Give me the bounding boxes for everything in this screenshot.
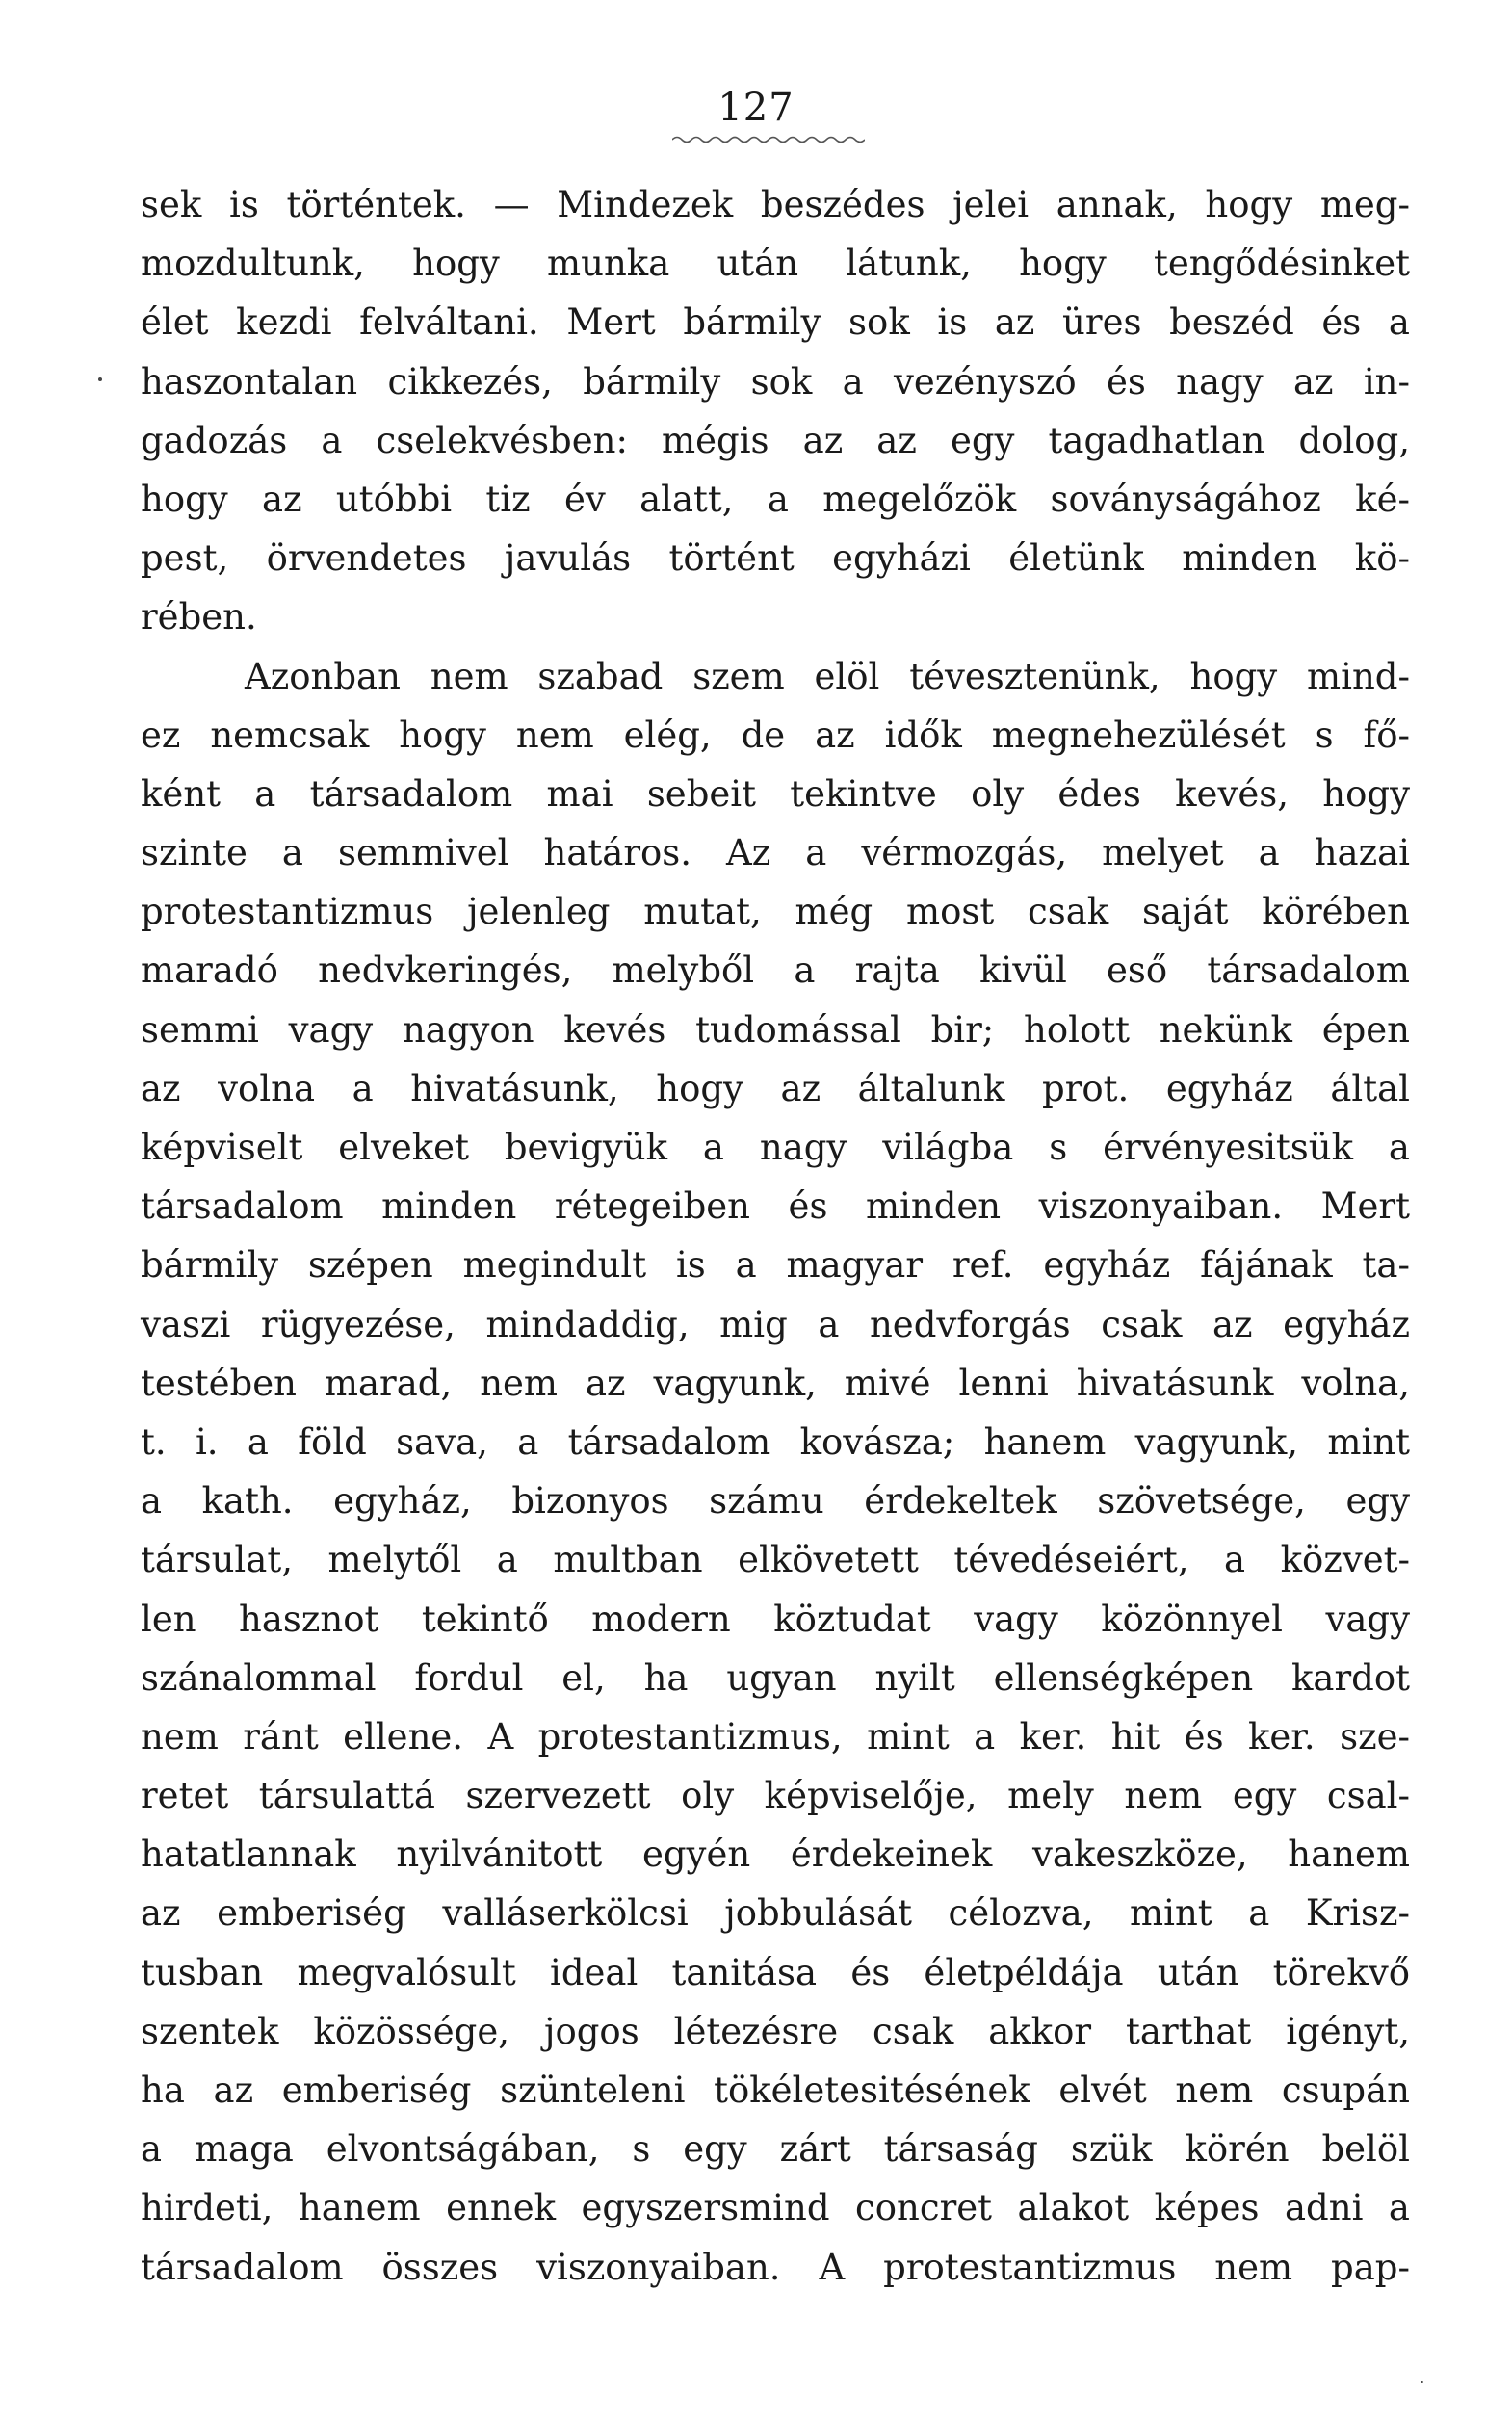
page-number: 127	[717, 86, 795, 130]
text-line: gadozás a cselekvésben: mégis az az egy tagadhatlan dolog,	[141, 419, 1410, 461]
text-line: maradó nedvkeringés, melyből a rajta kivül eső társadalom	[141, 950, 1410, 992]
text-line: tusban megvalósult ideal tanitása és életpéldája után törekvő	[141, 1951, 1410, 1993]
text-line: nem ránt ellene. A protestantizmus, mint a ker. hit és ker. sze-	[141, 1715, 1410, 1757]
text-line: szinte a semmivel határos. Az a vérmozgás, melyet a hazai	[141, 832, 1410, 874]
text-line: sek is történtek. — Mindezek beszédes jelei annak, hogy meg-	[141, 184, 1410, 225]
text-line: hirdeti, hanem ennek egyszersmind concret alakot képes adni a	[141, 2187, 1410, 2229]
text-line: a kath. egyház, bizonyos számu érdekeltek szövetsége, egy	[141, 1480, 1410, 1523]
text-line: len hasznot tekintő modern köztudat vagy közönnyel vagy	[141, 1598, 1410, 1640]
text-line: szentek közössége, jogos létezésre csak akkor tarthat igényt,	[141, 2010, 1410, 2052]
page-number-wavy-rule	[672, 135, 865, 144]
scan-speck	[98, 377, 102, 381]
text-line: társadalom minden rétegeiben és minden viszonyaiban. Mert	[141, 1185, 1410, 1228]
text-line: ha az emberiség szünteleni tökéletesitésének elvét nem csupán	[141, 2070, 1410, 2111]
text-line: pest, örvendetes javulás történt egyházi életünk minden kö-	[141, 537, 1410, 580]
text-line: protestantizmus jelenleg mutat, még most csak saját körében	[141, 891, 1410, 933]
text-line: élet kezdi felváltani. Mert bármily sok is az üres beszéd és a	[141, 301, 1410, 344]
text-line: bármily szépen megindult is a magyar ref. egyház fájának ta-	[141, 1244, 1410, 1287]
text-line: társulat, melytől a multban elkövetett tévedéseiért, a közvet-	[141, 1539, 1410, 1581]
body-text	[141, 175, 1410, 2297]
text-line: vaszi rügyezése, mindaddig, mig a nedvforgás csak az egyház	[141, 1303, 1410, 1345]
text-line: t. i. a föld sava, a társadalom kovásza; hanem vagyunk, mint	[141, 1420, 1410, 1463]
scan-speck	[1421, 2381, 1423, 2383]
text-line: társadalom összes viszonyaiban. A protestantizmus nem pap-	[141, 2246, 1410, 2288]
text-line: mozdultunk, hogy munka után látunk, hogy tengődésinket	[141, 243, 1410, 285]
text-line: testében marad, nem az vagyunk, mivé lenni hivatásunk volna,	[141, 1362, 1410, 1404]
paragraph-2	[141, 647, 1410, 2297]
paragraph-1	[141, 175, 1410, 647]
text-line: az emberiség valláserkölcsi jobbulását célozva, mint a Krisz-	[141, 1892, 1410, 1935]
text-line: hatatlannak nyilvánitott egyén érdekeinek vakeszköze, hanem	[141, 1834, 1410, 1876]
text-line: szánalommal fordul el, ha ugyan nyilt ellenségképen kardot	[141, 1656, 1410, 1699]
text-line: Azonban nem szabad szem elöl tévesztenünk, hogy mind-	[245, 655, 1410, 697]
text-line: ez nemcsak hogy nem elég, de az idők megnehezülését s fő-	[141, 714, 1410, 756]
text-line: képviselt elveket bevigyük a nagy világba s érvényesitsük a	[141, 1127, 1410, 1168]
text-line: ként a társadalom mai sebeit tekintve oly édes kevés, hogy	[141, 772, 1410, 815]
text-line: az volna a hivatásunk, hogy az általunk prot. egyház által	[141, 1067, 1410, 1109]
text-line: retet társulattá szervezett oly képviselője, mely nem egy csal-	[141, 1775, 1410, 1817]
text-line: a maga elvontságában, s egy zárt társaság szük körén belöl	[141, 2128, 1410, 2171]
text-line: hogy az utóbbi tiz év alatt, a megelőzök soványságához ké-	[141, 478, 1410, 520]
text-line: semmi vagy nagyon kevés tudomással bir; holott nekünk épen	[141, 1008, 1410, 1051]
text-line: rében.	[141, 596, 257, 638]
text-line: haszontalan cikkezés, bármily sok a vezényszó és nagy az in-	[141, 360, 1410, 403]
